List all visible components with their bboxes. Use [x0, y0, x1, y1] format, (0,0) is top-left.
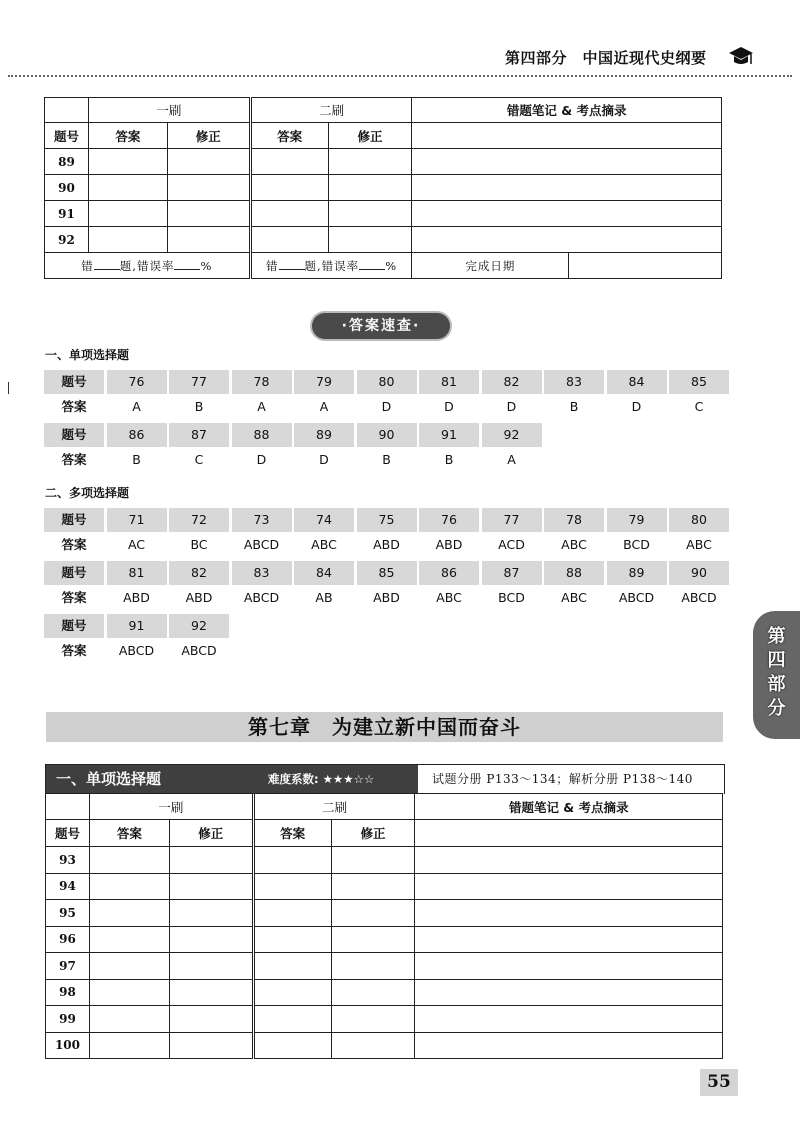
- answer-label: 答案: [61, 399, 87, 414]
- answer-header-2: 答案: [250, 123, 328, 149]
- page-reference: 试题分册 P133～134；解析分册 P138～140: [432, 772, 693, 786]
- question-number: 78: [544, 508, 604, 532]
- fix-cell[interactable]: [169, 873, 253, 900]
- table-row: [46, 873, 723, 900]
- answer-cell[interactable]: [89, 900, 169, 927]
- section-side-tab: [753, 611, 800, 739]
- question-number: 89: [607, 561, 667, 585]
- answer-value: C: [194, 452, 204, 467]
- round1-header: 一刷: [88, 98, 250, 123]
- completion-date-label: 完成日期: [412, 253, 569, 279]
- round2-error-rate: 错 题,错误率 %: [250, 253, 412, 279]
- answer-cell[interactable]: [89, 979, 169, 1006]
- question-number: 79: [607, 508, 667, 532]
- fix-cell[interactable]: [328, 175, 412, 201]
- question-number: 90: [357, 423, 417, 447]
- answer-cell[interactable]: [253, 1006, 331, 1033]
- fix-cell[interactable]: [328, 201, 412, 227]
- fix-cell[interactable]: [331, 873, 415, 900]
- notes-line[interactable]: [412, 227, 722, 253]
- round1-error-rate: 错 题,错误率 %: [45, 253, 251, 279]
- answer-value: B: [569, 399, 579, 414]
- answer-value: AB: [315, 590, 333, 605]
- question-number: 74: [294, 508, 354, 532]
- notes-line[interactable]: [415, 820, 723, 847]
- chapter-title: 第七章 为建立新中国而奋斗: [46, 712, 723, 742]
- answer-value: ABCD: [618, 590, 655, 605]
- question-number: 87: [169, 423, 229, 447]
- answer-label: 答案: [61, 537, 87, 552]
- answer-cell[interactable]: [250, 201, 328, 227]
- answer-header: 答案: [88, 123, 167, 149]
- question-number: 92: [45, 227, 89, 253]
- fix-cell[interactable]: [331, 979, 415, 1006]
- fix-cell[interactable]: [167, 201, 250, 227]
- table-row: [46, 979, 723, 1006]
- question-number: 83: [232, 561, 292, 585]
- answer-cell[interactable]: [89, 1006, 169, 1033]
- notes-line[interactable]: [415, 1006, 723, 1033]
- fix-cell[interactable]: [169, 1006, 253, 1033]
- question-number: 80: [669, 508, 729, 532]
- question-number: 90: [45, 175, 89, 201]
- notes-line[interactable]: [412, 149, 722, 175]
- answer-value: D: [444, 399, 454, 414]
- top-review-table: [44, 97, 722, 279]
- answer-value: C: [694, 399, 704, 414]
- fix-cell[interactable]: [331, 926, 415, 953]
- table-row: [46, 1032, 723, 1059]
- answer-cell[interactable]: [89, 926, 169, 953]
- answer-value: ABD: [435, 537, 463, 552]
- answer-value: BCD: [623, 537, 650, 552]
- question-number: 83: [544, 370, 604, 394]
- answer-value: ACD: [498, 537, 525, 552]
- side-tab-char: 四: [767, 650, 786, 671]
- question-number: 91: [419, 423, 479, 447]
- key-label: 题号: [44, 508, 104, 532]
- question-number: 98: [46, 979, 90, 1006]
- fix-cell[interactable]: [167, 149, 250, 175]
- question-number: 82: [169, 561, 229, 585]
- answer-cell[interactable]: [253, 873, 331, 900]
- question-number: 82: [482, 370, 542, 394]
- question-number: 78: [232, 370, 292, 394]
- answer-value: A: [132, 399, 141, 414]
- fix-cell[interactable]: [169, 953, 253, 980]
- question-number: 100: [46, 1032, 90, 1059]
- question-number: 91: [45, 201, 89, 227]
- side-tab-char: 第: [767, 626, 786, 647]
- answer-value: ABC: [436, 590, 462, 605]
- fix-cell[interactable]: [331, 1006, 415, 1033]
- table-row: [46, 847, 723, 874]
- answer-value: ABCD: [243, 590, 280, 605]
- answer-value: ABC: [686, 537, 712, 552]
- answer-cell[interactable]: [89, 1032, 169, 1059]
- single-choice-title: 一、单项选择题: [45, 348, 130, 362]
- question-number: 76: [107, 370, 167, 394]
- answer-value: ABCD: [243, 537, 280, 552]
- table-row: [46, 953, 723, 980]
- fix-cell[interactable]: [169, 979, 253, 1006]
- answer-cell[interactable]: [253, 847, 331, 874]
- notes-header: 错题笔记 & 考点摘录: [415, 794, 723, 820]
- round2-header: 二刷: [253, 794, 415, 820]
- answer-cell[interactable]: [250, 227, 328, 253]
- answer-header: 答案: [89, 820, 169, 847]
- qnum-header: 题号: [45, 123, 89, 149]
- answer-cell[interactable]: [253, 953, 331, 980]
- fix-cell[interactable]: [328, 149, 412, 175]
- question-number: 91: [107, 614, 167, 638]
- notes-line[interactable]: [415, 847, 723, 874]
- fix-cell[interactable]: [167, 227, 250, 253]
- question-number: 84: [607, 370, 667, 394]
- question-number: 96: [46, 926, 90, 953]
- side-tab-char: 部: [767, 674, 786, 695]
- question-number: 79: [294, 370, 354, 394]
- answer-value: A: [257, 399, 266, 414]
- fix-cell[interactable]: [328, 227, 412, 253]
- qnum-header: 题号: [46, 820, 90, 847]
- notes-line[interactable]: [415, 1032, 723, 1059]
- multi-choice-title: 二、多项选择题: [45, 486, 130, 500]
- question-number: 88: [232, 423, 292, 447]
- notes-header: 错题笔记 & 考点摘录: [412, 98, 722, 123]
- answer-value: ABCD: [181, 643, 217, 658]
- question-number: 76: [419, 508, 479, 532]
- question-number: 97: [46, 953, 90, 980]
- question-number: 81: [107, 561, 167, 585]
- fix-header: 修正: [169, 820, 253, 847]
- running-header: 第四部分 中国近现代史纲要: [505, 49, 707, 67]
- notes-line[interactable]: [415, 953, 723, 980]
- answer-value: AC: [127, 537, 146, 552]
- answer-value: D: [506, 399, 517, 414]
- section-label: 一、单项选择题: [46, 765, 268, 794]
- answer-value: ABCD: [118, 643, 155, 658]
- answer-value: BC: [190, 537, 208, 552]
- table-row: [46, 1006, 723, 1033]
- bottom-section-header: [45, 764, 725, 794]
- answer-cell[interactable]: [89, 847, 169, 874]
- fix-header-2: 修正: [331, 820, 415, 847]
- question-number: 89: [294, 423, 354, 447]
- answer-value: ABD: [123, 590, 150, 605]
- answer-value: ABC: [311, 537, 337, 552]
- question-number: 80: [357, 370, 417, 394]
- answer-value: B: [382, 452, 391, 467]
- notes-line[interactable]: [412, 201, 722, 227]
- answer-value: ABC: [561, 537, 587, 552]
- answer-cell[interactable]: [88, 149, 167, 175]
- question-number: 94: [46, 873, 90, 900]
- question-number: 87: [482, 561, 542, 585]
- fix-cell[interactable]: [331, 900, 415, 927]
- fix-header-2: 修正: [328, 123, 412, 149]
- question-number: 86: [419, 561, 479, 585]
- key-label: 题号: [44, 423, 104, 447]
- fix-cell[interactable]: [169, 847, 253, 874]
- question-number: 89: [45, 149, 89, 175]
- question-number: 85: [669, 370, 729, 394]
- round2-header: 二刷: [250, 98, 412, 123]
- answer-value: ABCD: [681, 590, 717, 605]
- fix-cell[interactable]: [331, 847, 415, 874]
- question-number: 95: [46, 900, 90, 927]
- answer-value: D: [381, 399, 392, 414]
- answer-value: D: [256, 452, 267, 467]
- graduation-cap-icon: [728, 44, 754, 68]
- table-row: [46, 900, 723, 927]
- notes-line[interactable]: [415, 926, 723, 953]
- answer-cell[interactable]: [253, 979, 331, 1006]
- answer-label: 答案: [61, 590, 87, 605]
- answer-cell[interactable]: [250, 175, 328, 201]
- question-number: 72: [169, 508, 229, 532]
- margin-mark: [8, 382, 9, 394]
- fix-cell[interactable]: [331, 953, 415, 980]
- answer-cell[interactable]: [88, 227, 167, 253]
- fix-cell[interactable]: [169, 926, 253, 953]
- answer-value: ABD: [185, 590, 213, 605]
- question-number: 99: [46, 1006, 90, 1033]
- answer-value: D: [319, 452, 329, 467]
- difficulty: 难度系数: ★★★☆☆: [268, 765, 418, 794]
- answer-cell[interactable]: [89, 873, 169, 900]
- side-tab-char: 分: [767, 698, 786, 719]
- table-row: [46, 926, 723, 953]
- header-divider: [8, 75, 792, 77]
- fix-cell[interactable]: [169, 1032, 253, 1059]
- round1-header: 一刷: [89, 794, 253, 820]
- difficulty-stars: ★★★☆☆: [322, 772, 375, 786]
- notes-line[interactable]: [415, 900, 723, 927]
- answer-value: B: [444, 452, 454, 467]
- answer-cell[interactable]: [89, 953, 169, 980]
- answer-value: BCD: [498, 590, 525, 605]
- answer-cell[interactable]: [250, 149, 328, 175]
- notes-line[interactable]: [415, 979, 723, 1006]
- question-number: 75: [357, 508, 417, 532]
- question-number: 71: [107, 508, 167, 532]
- question-number: 77: [482, 508, 542, 532]
- notes-line[interactable]: [412, 175, 722, 201]
- fix-header: 修正: [167, 123, 250, 149]
- question-number: 93: [46, 847, 90, 874]
- answer-value: A: [319, 399, 329, 414]
- key-label: 题号: [44, 614, 104, 638]
- answer-cell[interactable]: [253, 926, 331, 953]
- answer-cell[interactable]: [88, 201, 167, 227]
- answer-label: 答案: [61, 452, 87, 467]
- question-number: 88: [544, 561, 604, 585]
- answer-value: ABD: [373, 537, 400, 552]
- notes-line[interactable]: [412, 123, 722, 149]
- question-number: 92: [169, 614, 229, 638]
- answer-value: ABD: [373, 590, 400, 605]
- question-number: 81: [419, 370, 479, 394]
- answer-header-2: 答案: [253, 820, 331, 847]
- notes-line[interactable]: [415, 873, 723, 900]
- question-number: 92: [482, 423, 542, 447]
- answer-value: ABC: [561, 590, 587, 605]
- answer-label: 答案: [61, 643, 87, 658]
- question-number: 90: [669, 561, 729, 585]
- question-number: 86: [107, 423, 167, 447]
- answer-cell[interactable]: [88, 175, 167, 201]
- question-number: 77: [169, 370, 229, 394]
- page-number: 55: [700, 1069, 738, 1096]
- question-number: 84: [294, 561, 354, 585]
- fix-cell[interactable]: [331, 1032, 415, 1059]
- answer-value: D: [631, 399, 642, 414]
- fix-cell[interactable]: [167, 175, 250, 201]
- question-number: 73: [232, 508, 292, 532]
- answer-value: A: [507, 452, 516, 467]
- fix-cell[interactable]: [169, 900, 253, 927]
- answer-value: B: [132, 452, 141, 467]
- key-label: 题号: [44, 561, 104, 585]
- answer-value: B: [194, 399, 204, 414]
- answer-key-badge: ·答案速查·: [312, 313, 450, 339]
- answer-cell[interactable]: [253, 1032, 331, 1059]
- question-number: 85: [357, 561, 417, 585]
- bottom-review-table: [45, 793, 723, 1059]
- answer-cell[interactable]: [253, 900, 331, 927]
- key-label: 题号: [44, 370, 104, 394]
- completion-date-field[interactable]: [569, 253, 722, 279]
